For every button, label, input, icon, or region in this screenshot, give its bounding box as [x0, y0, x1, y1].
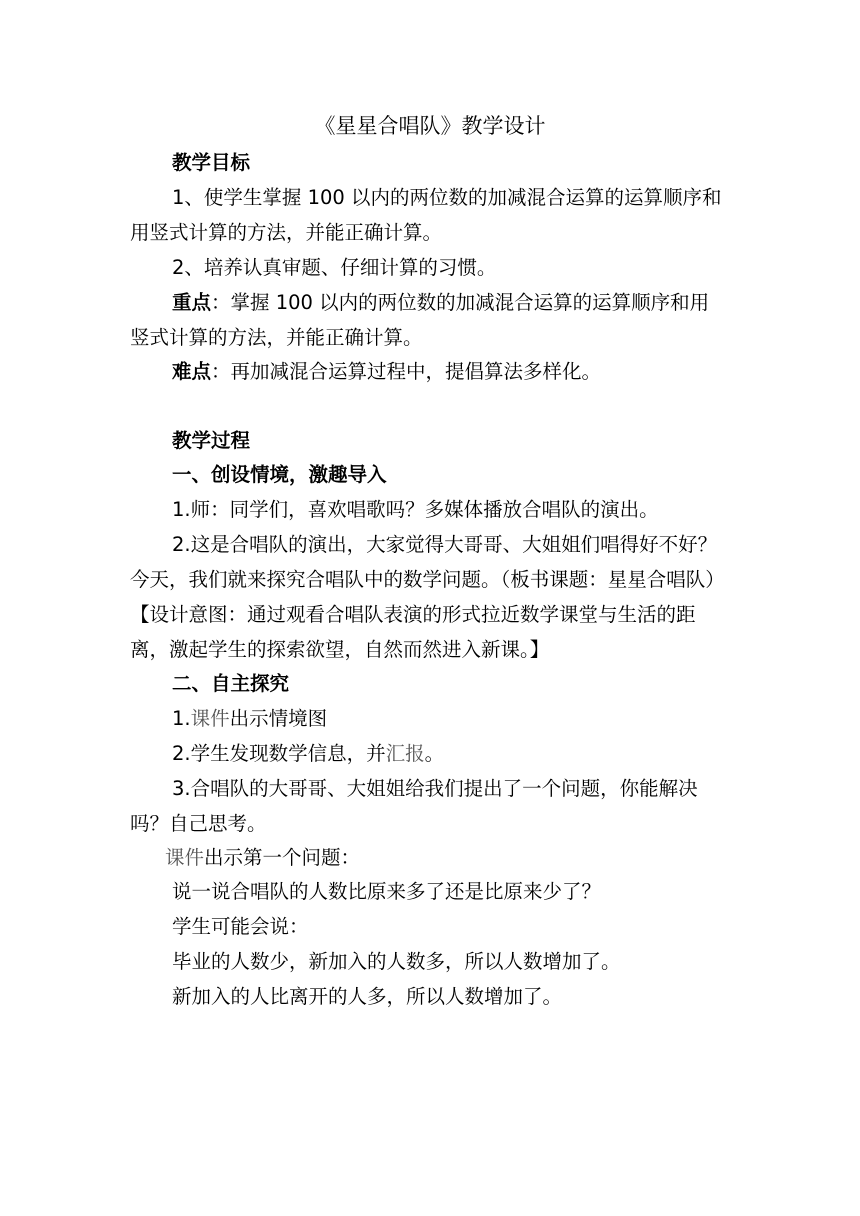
- paragraph-end: 。: [424, 742, 445, 765]
- section-2-paragraph-5: 说一说合唱队的人数比原来多了还是比原来少了？: [172, 880, 602, 903]
- difficulty-label: 难点: [172, 360, 212, 383]
- goal-1-line-1: 1、使学生掌握 100 以内的两位数的加减混合运算的运算顺序和: [172, 186, 722, 209]
- section-2-paragraph-6: 学生可能会说：: [172, 915, 309, 938]
- section-1-paragraph-2-line-2: 今天，我们就来探究合唱队中的数学问题。（板书课题：星星合唱队）: [130, 568, 725, 591]
- process-heading: 教学过程: [172, 429, 251, 452]
- courseware-word: 课件: [190, 707, 230, 730]
- courseware-word: 课件: [165, 846, 205, 869]
- report-word: 汇报: [385, 742, 425, 765]
- section-2-paragraph-3-line-2: 吗？自己思考。: [130, 812, 267, 835]
- document-title: 《星星合唱队》教学设计: [314, 114, 546, 138]
- section-1-heading: 一、创设情境，激趣导入: [172, 463, 387, 486]
- key-point-line-2: 竖式计算的方法，并能正确计算。: [130, 326, 423, 349]
- section-1-paragraph-1: 1.师：同学们，喜欢唱歌吗？多媒体播放合唱队的演出。: [172, 498, 659, 521]
- paragraph-text: 2.学生发现数学信息，并: [172, 742, 386, 765]
- section-2-paragraph-1: [172, 709, 327, 729]
- key-point-line-1: [172, 293, 709, 313]
- section-2-paragraph-8: 新加入的人比离开的人多，所以人数增加了。: [172, 985, 563, 1008]
- section-2-heading: 二、自主探究: [172, 672, 290, 695]
- section-1-paragraph-2-line-1: 2.这是合唱队的演出，大家觉得大哥哥、大姐姐们唱得好不好？: [172, 533, 718, 556]
- section-2-paragraph-3-line-1: 3.合唱队的大哥哥、大姐姐给我们提出了一个问题，你能解决: [172, 777, 698, 800]
- goals-heading: 教学目标: [172, 151, 251, 174]
- key-point-text: ：掌握 100 以内的两位数的加减混合运算的运算顺序和用: [211, 291, 710, 314]
- paragraph-text: 出示情境图: [229, 707, 328, 730]
- paragraph-text: 出示第一个问题：: [204, 846, 361, 869]
- key-point-label: 重点: [172, 291, 212, 314]
- goal-1-line-2: 用竖式计算的方法，并能正确计算。: [130, 221, 443, 244]
- design-intent-line-2: 离，激起学生的探索欲望，自然而然进入新课。】: [130, 638, 550, 661]
- paragraph-number: 1.: [172, 707, 191, 730]
- design-intent-line-1: 【设计意图：通过观看合唱队表演的形式拉近数学课堂与生活的距: [130, 603, 696, 626]
- goal-2: 2、培养认真审题、仔细计算的习惯。: [172, 256, 497, 279]
- section-2-paragraph-7: 毕业的人数少，新加入的人数多，所以人数增加了。: [172, 950, 621, 973]
- difficulty-text: ：再加减混合运算过程中，提倡算法多样化。: [211, 360, 602, 383]
- section-2-paragraph-4: [165, 848, 360, 868]
- section-2-paragraph-2: [172, 744, 444, 764]
- difficulty-line: [172, 362, 601, 382]
